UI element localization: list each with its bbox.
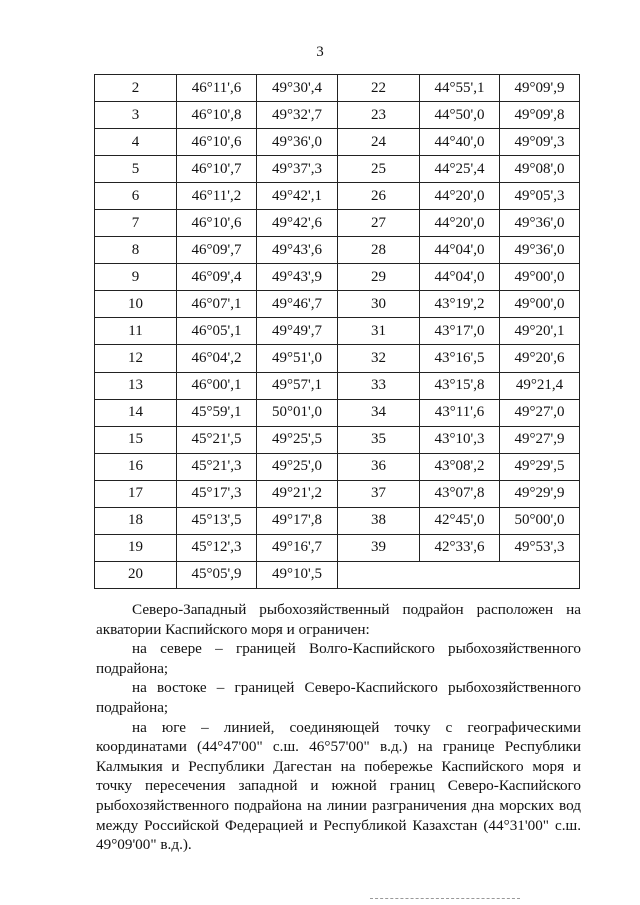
table-row	[95, 399, 580, 426]
paragraph-intro: Северо-Западный рыбохозяйственный подрайон расположен на акватории Каспийского моря и ограничен:	[96, 601, 581, 638]
table-row	[95, 210, 580, 237]
table-row	[95, 480, 580, 507]
table-cell: 49°43',9	[257, 264, 338, 291]
table-cell: 12	[95, 345, 177, 372]
table-cell: 3	[95, 102, 177, 129]
table-cell: 46°09',7	[177, 237, 257, 264]
table-cell: 20	[95, 561, 177, 588]
table-cell: 49°10',5	[257, 561, 338, 588]
page-number: 3	[316, 44, 324, 60]
table-cell: 8	[95, 237, 177, 264]
paragraph-north: на севере – границей Волго-Каспийского рыбохозяйственного подрайона;	[96, 640, 581, 677]
table-cell: 49°16',7	[257, 534, 338, 561]
table-row	[95, 75, 580, 102]
table-cell: 43°15',8	[420, 372, 500, 399]
table-cell: 14	[95, 399, 177, 426]
table-cell: 33	[338, 372, 420, 399]
table-cell: 43°10',3	[420, 426, 500, 453]
table-cell: 43°08',2	[420, 453, 500, 480]
table-cell: 45°59',1	[177, 399, 257, 426]
table-cell: 43°19',2	[420, 291, 500, 318]
table-cell: 18	[95, 507, 177, 534]
table-cell: 49°42',1	[257, 183, 338, 210]
table-cell: 49°32',7	[257, 102, 338, 129]
table-cell: 50°00',0	[500, 507, 580, 534]
table-cell: 49°21',2	[257, 480, 338, 507]
table-cell: 46°11',6	[177, 75, 257, 102]
table-cell: 44°04',0	[420, 264, 500, 291]
table-cell: 46°11',2	[177, 183, 257, 210]
paragraph-east: на востоке – границей Северо-Каспийского рыбохозяйственного подрайона;	[96, 679, 581, 716]
table-cell: 50°01',0	[257, 399, 338, 426]
table-cell: 49°42',6	[257, 210, 338, 237]
table-cell: 42°33',6	[420, 534, 500, 561]
table-row	[95, 264, 580, 291]
table-cell: 49°36',0	[500, 237, 580, 264]
table-cell: 49°05',3	[500, 183, 580, 210]
table-cell: 10	[95, 291, 177, 318]
table-row	[95, 318, 580, 345]
table-cell: 49°21,4	[500, 372, 580, 399]
table-cell: 49°00',0	[500, 291, 580, 318]
table-cell: 49°09',9	[500, 75, 580, 102]
table-cell: 45°13',5	[177, 507, 257, 534]
table-cell: 44°04',0	[420, 237, 500, 264]
table-row	[95, 291, 580, 318]
table-cell: 49°27',0	[500, 399, 580, 426]
table-cell: 49°51',0	[257, 345, 338, 372]
table-cell: 16	[95, 453, 177, 480]
table-cell: 28	[338, 237, 420, 264]
table-cell: 49°25',5	[257, 426, 338, 453]
table-cell: 44°55',1	[420, 75, 500, 102]
table-row	[95, 345, 580, 372]
table-row	[95, 453, 580, 480]
table-cell: 46°10',7	[177, 156, 257, 183]
table-cell: 49°27',9	[500, 426, 580, 453]
table-cell: 19	[95, 534, 177, 561]
table-row	[95, 183, 580, 210]
paragraph-south: на юге – линией, соединяющей точку с географическими координатами (44°47'00" с.ш. 46°57'00" в.д.) на границе Республики Калмыкия и Республики Дагестан на побережье Каспийского моря и точку пересечения западной и южной границ Северо-Каспийского рыбохозяйственного подрайона на линии разграничения дна морских вод между Российской Федерацией и Республикой Казахстан (44°31'00" с.ш. 49°09'00" в.д.).	[96, 718, 581, 854]
table-cell: 46°10',8	[177, 102, 257, 129]
table-cell: 7	[95, 210, 177, 237]
table-cell: 43°16',5	[420, 345, 500, 372]
table-cell: 45°05',9	[177, 561, 257, 588]
table-cell: 9	[95, 264, 177, 291]
table-cell: 32	[338, 345, 420, 372]
footer-divider	[370, 898, 520, 900]
table-cell: 37	[338, 480, 420, 507]
table-cell: 46°10',6	[177, 129, 257, 156]
table-cell: 49°57',1	[257, 372, 338, 399]
table-cell: 13	[95, 372, 177, 399]
table-cell: 44°50',0	[420, 102, 500, 129]
table-cell: 17	[95, 480, 177, 507]
table-row	[95, 129, 580, 156]
table-cell: 6	[95, 183, 177, 210]
table-cell: 2	[95, 75, 177, 102]
table-cell: 36	[338, 453, 420, 480]
table-cell: 29	[338, 264, 420, 291]
table-cell: 35	[338, 426, 420, 453]
table-cell: 30	[338, 291, 420, 318]
table-cell: 45°12',3	[177, 534, 257, 561]
table-row	[95, 156, 580, 183]
table-cell: 27	[338, 210, 420, 237]
table-cell: 49°49',7	[257, 318, 338, 345]
table-cell: 46°04',2	[177, 345, 257, 372]
table-cell: 23	[338, 102, 420, 129]
coordinates-table	[94, 74, 580, 589]
table-cell: 49°37',3	[257, 156, 338, 183]
table-row	[95, 237, 580, 264]
table-cell: 46°09',4	[177, 264, 257, 291]
table-cell: 45°21',5	[177, 426, 257, 453]
table-row	[95, 561, 580, 588]
table-cell: 34	[338, 399, 420, 426]
table-cell: 44°20',0	[420, 210, 500, 237]
table-cell: 49°36',0	[257, 129, 338, 156]
table-cell: 43°17',0	[420, 318, 500, 345]
table-cell: 46°00',1	[177, 372, 257, 399]
table-cell: 49°53',3	[500, 534, 580, 561]
table-cell: 11	[95, 318, 177, 345]
table-row	[95, 534, 580, 561]
table-cell: 46°05',1	[177, 318, 257, 345]
table-cell: 49°09',3	[500, 129, 580, 156]
table-cell: 43°11',6	[420, 399, 500, 426]
table-row	[95, 507, 580, 534]
table-cell: 49°09',8	[500, 102, 580, 129]
table-cell: 44°40',0	[420, 129, 500, 156]
table-row	[95, 372, 580, 399]
table-cell: 39	[338, 534, 420, 561]
table-cell: 24	[338, 129, 420, 156]
table-cell: 4	[95, 129, 177, 156]
table-cell: 49°17',8	[257, 507, 338, 534]
table-cell-empty	[338, 561, 580, 588]
table-cell: 45°17',3	[177, 480, 257, 507]
table-cell: 49°43',6	[257, 237, 338, 264]
table-cell: 25	[338, 156, 420, 183]
table-cell: 49°00',0	[500, 264, 580, 291]
table-row	[95, 426, 580, 453]
table-cell: 26	[338, 183, 420, 210]
table-cell: 42°45',0	[420, 507, 500, 534]
table-cell: 49°30',4	[257, 75, 338, 102]
table-cell: 49°20',1	[500, 318, 580, 345]
table-cell: 38	[338, 507, 420, 534]
table-cell: 44°25',4	[420, 156, 500, 183]
table-cell: 49°36',0	[500, 210, 580, 237]
table-cell: 45°21',3	[177, 453, 257, 480]
table-row	[95, 102, 580, 129]
table-cell: 46°10',6	[177, 210, 257, 237]
table-cell: 49°20',6	[500, 345, 580, 372]
table-cell: 15	[95, 426, 177, 453]
description-text	[96, 600, 581, 855]
table-cell: 49°08',0	[500, 156, 580, 183]
table-cell: 22	[338, 75, 420, 102]
table-cell: 44°20',0	[420, 183, 500, 210]
table-cell: 49°29',9	[500, 480, 580, 507]
table-cell: 49°46',7	[257, 291, 338, 318]
table-cell: 46°07',1	[177, 291, 257, 318]
table-cell: 49°25',0	[257, 453, 338, 480]
table-cell: 49°29',5	[500, 453, 580, 480]
table-cell: 43°07',8	[420, 480, 500, 507]
table-cell: 5	[95, 156, 177, 183]
table-cell: 31	[338, 318, 420, 345]
